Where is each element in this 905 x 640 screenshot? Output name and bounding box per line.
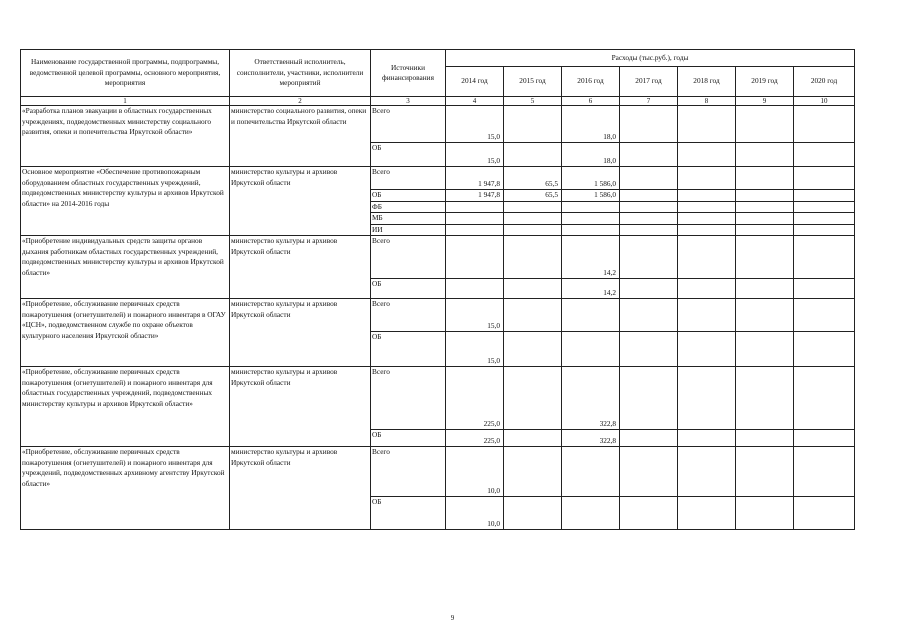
amount-cell	[678, 167, 736, 190]
amount-cell	[504, 201, 562, 213]
amount-cell: 15,0	[446, 332, 504, 367]
header-year: 2020 год	[794, 67, 855, 97]
amount-cell	[794, 367, 855, 430]
amount-cell: 18,0	[562, 143, 620, 167]
program-name-cell: Основное мероприятие «Обеспечение противопожарным оборудованием областных государственных учреждений, подведомственных министерству культуры и архивов Иркутской области» на 2014-2016 годы	[21, 167, 230, 236]
header-year: 2018 год	[678, 67, 736, 97]
column-number: 4	[446, 97, 504, 106]
amount-cell	[562, 213, 620, 225]
amount-cell	[504, 497, 562, 530]
table-row	[21, 106, 855, 143]
amount-cell	[620, 167, 678, 190]
amount-cell	[504, 224, 562, 236]
amount-cell	[446, 213, 504, 225]
amount-cell	[562, 201, 620, 213]
amount-cell	[794, 332, 855, 367]
amount-cell: 225,0	[446, 367, 504, 430]
column-number: 9	[736, 97, 794, 106]
amount-cell: 18,0	[562, 106, 620, 143]
amount-cell	[504, 279, 562, 299]
source-cell: Всего	[371, 367, 446, 430]
amount-cell	[504, 143, 562, 167]
amount-cell	[620, 367, 678, 430]
source-cell: ОБ	[371, 430, 446, 447]
amount-cell	[736, 447, 794, 497]
amount-cell	[794, 279, 855, 299]
amount-cell	[678, 190, 736, 202]
source-cell: Всего	[371, 167, 446, 190]
source-cell: ФБ	[371, 201, 446, 213]
source-cell: ИИ	[371, 224, 446, 236]
amount-cell	[678, 201, 736, 213]
amount-cell	[736, 430, 794, 447]
column-number: 1	[21, 97, 230, 106]
amount-cell	[562, 447, 620, 497]
header-executor: Ответственный исполнитель, соисполнители, участники, исполнители мероприятий	[230, 50, 371, 97]
table-row	[21, 447, 855, 497]
amount-cell	[620, 190, 678, 202]
source-cell: Всего	[371, 236, 446, 279]
amount-cell	[794, 430, 855, 447]
header-expenses: Расходы (тыс.руб.), годы	[446, 50, 855, 67]
program-name-cell: «Приобретение, обслуживание первичных средств пожаротушения (огнетушителей) и пожарного инвентаря для учреждений, подведомственных архивному агентству Иркутской области»	[21, 447, 230, 530]
amount-cell	[620, 332, 678, 367]
table-row	[21, 299, 855, 332]
source-cell: Всего	[371, 299, 446, 332]
header-source: Источники финансирования	[371, 50, 446, 97]
executor-cell: министерство культуры и архивов Иркутской области	[230, 447, 371, 530]
amount-cell	[736, 201, 794, 213]
amount-cell	[504, 447, 562, 497]
amount-cell	[504, 430, 562, 447]
amount-cell	[446, 279, 504, 299]
amount-cell	[504, 213, 562, 225]
source-cell: ОБ	[371, 497, 446, 530]
amount-cell	[678, 447, 736, 497]
amount-cell	[794, 213, 855, 225]
amount-cell: 14,2	[562, 279, 620, 299]
amount-cell	[678, 299, 736, 332]
executor-cell: министерство социального развития, опеки и попечительства Иркутской области	[230, 106, 371, 167]
column-number: 6	[562, 97, 620, 106]
amount-cell	[736, 106, 794, 143]
amount-cell	[736, 213, 794, 225]
table-row	[21, 167, 855, 190]
amount-cell: 65,5	[504, 190, 562, 202]
amount-cell: 1 947,8	[446, 190, 504, 202]
amount-cell: 10,0	[446, 497, 504, 530]
amount-cell	[504, 332, 562, 367]
amount-cell	[620, 106, 678, 143]
column-number: 2	[230, 97, 371, 106]
amount-cell	[736, 497, 794, 530]
amount-cell	[620, 299, 678, 332]
amount-cell: 322,8	[562, 430, 620, 447]
amount-cell	[562, 497, 620, 530]
header-year: 2015 год	[504, 67, 562, 97]
amount-cell: 15,0	[446, 106, 504, 143]
amount-cell	[620, 201, 678, 213]
header-program: Наименование государственной программы, подпрограммы, ведомственной целевой программы, основного мероприятия, мероприятия	[21, 50, 230, 97]
column-number: 7	[620, 97, 678, 106]
header-year: 2014 год	[446, 67, 504, 97]
amount-cell	[678, 367, 736, 430]
amount-cell	[736, 167, 794, 190]
amount-cell	[504, 367, 562, 430]
expenses-table	[20, 49, 855, 530]
source-cell: ОБ	[371, 279, 446, 299]
amount-cell	[794, 201, 855, 213]
amount-cell	[794, 106, 855, 143]
amount-cell	[446, 236, 504, 279]
amount-cell	[620, 279, 678, 299]
amount-cell	[446, 201, 504, 213]
amount-cell	[794, 224, 855, 236]
amount-cell	[620, 213, 678, 225]
source-cell: ОБ	[371, 332, 446, 367]
header-year: 2019 год	[736, 67, 794, 97]
amount-cell	[736, 143, 794, 167]
amount-cell	[620, 430, 678, 447]
amount-cell	[620, 236, 678, 279]
amount-cell	[446, 224, 504, 236]
amount-cell	[620, 224, 678, 236]
amount-cell: 15,0	[446, 143, 504, 167]
amount-cell: 65,5	[504, 167, 562, 190]
page-number: 9	[450, 614, 455, 622]
amount-cell	[504, 236, 562, 279]
source-cell: МБ	[371, 213, 446, 225]
table-row	[21, 367, 855, 430]
amount-cell	[678, 430, 736, 447]
amount-cell	[562, 299, 620, 332]
executor-cell: министерство культуры и архивов Иркутской области	[230, 236, 371, 299]
executor-cell: министерство культуры и архивов Иркутской области	[230, 367, 371, 447]
column-number: 5	[504, 97, 562, 106]
amount-cell	[794, 236, 855, 279]
header-year: 2017 год	[620, 67, 678, 97]
amount-cell	[678, 106, 736, 143]
amount-cell	[736, 367, 794, 430]
amount-cell	[678, 143, 736, 167]
amount-cell	[794, 143, 855, 167]
amount-cell	[794, 497, 855, 530]
amount-cell	[794, 190, 855, 202]
amount-cell	[678, 224, 736, 236]
amount-cell	[562, 332, 620, 367]
amount-cell	[794, 299, 855, 332]
amount-cell	[678, 279, 736, 299]
source-cell: ОБ	[371, 190, 446, 202]
amount-cell	[562, 224, 620, 236]
amount-cell	[794, 167, 855, 190]
column-number: 3	[371, 97, 446, 106]
program-name-cell: «Приобретение, обслуживание первичных средств пожаротушения (огнетушителей) и пожарного инвентаря в ОГАУ «ЦСН», подведомственном службе по охране объектов культурного населения Иркутской области»	[21, 299, 230, 367]
amount-cell	[620, 497, 678, 530]
amount-cell: 322,8	[562, 367, 620, 430]
amount-cell: 1 947,8	[446, 167, 504, 190]
amount-cell	[736, 279, 794, 299]
amount-cell: 225,0	[446, 430, 504, 447]
amount-cell: 1 586,0	[562, 190, 620, 202]
amount-cell	[678, 236, 736, 279]
amount-cell	[678, 213, 736, 225]
amount-cell: 10,0	[446, 447, 504, 497]
amount-cell	[736, 236, 794, 279]
amount-cell	[678, 497, 736, 530]
program-name-cell: «Приобретение индивидуальных средств защиты органов дыхания работникам областных государственных учреждений, подведомственных министерству культуры и архивов Иркутской области»	[21, 236, 230, 299]
amount-cell: 1 586,0	[562, 167, 620, 190]
amount-cell	[736, 332, 794, 367]
amount-cell	[736, 299, 794, 332]
program-name-cell: «Разработка планов эвакуации в областных государственных учреждениях, подведомственных министерству социального развития, опеки и попечительства Иркутской области»	[21, 106, 230, 167]
amount-cell	[794, 447, 855, 497]
program-name-cell: «Приобретение, обслуживание первичных средств пожаротушения (огнетушителей) и пожарного инвентаря для областных государственных учреждений, подведомственных министерству культуры и архивов Иркутской области»	[21, 367, 230, 447]
amount-cell	[620, 447, 678, 497]
column-number: 8	[678, 97, 736, 106]
executor-cell: министерство культуры и архивов Иркутской области	[230, 299, 371, 367]
amount-cell	[736, 190, 794, 202]
header-year: 2016 год	[562, 67, 620, 97]
executor-cell: министерство культуры и архивов Иркутской области	[230, 167, 371, 236]
source-cell: Всего	[371, 106, 446, 143]
amount-cell	[504, 106, 562, 143]
amount-cell	[736, 224, 794, 236]
amount-cell	[678, 332, 736, 367]
amount-cell: 15,0	[446, 299, 504, 332]
table-row	[21, 236, 855, 279]
column-number: 10	[794, 97, 855, 106]
amount-cell	[620, 143, 678, 167]
amount-cell: 14,2	[562, 236, 620, 279]
source-cell: Всего	[371, 447, 446, 497]
source-cell: ОБ	[371, 143, 446, 167]
amount-cell	[504, 299, 562, 332]
